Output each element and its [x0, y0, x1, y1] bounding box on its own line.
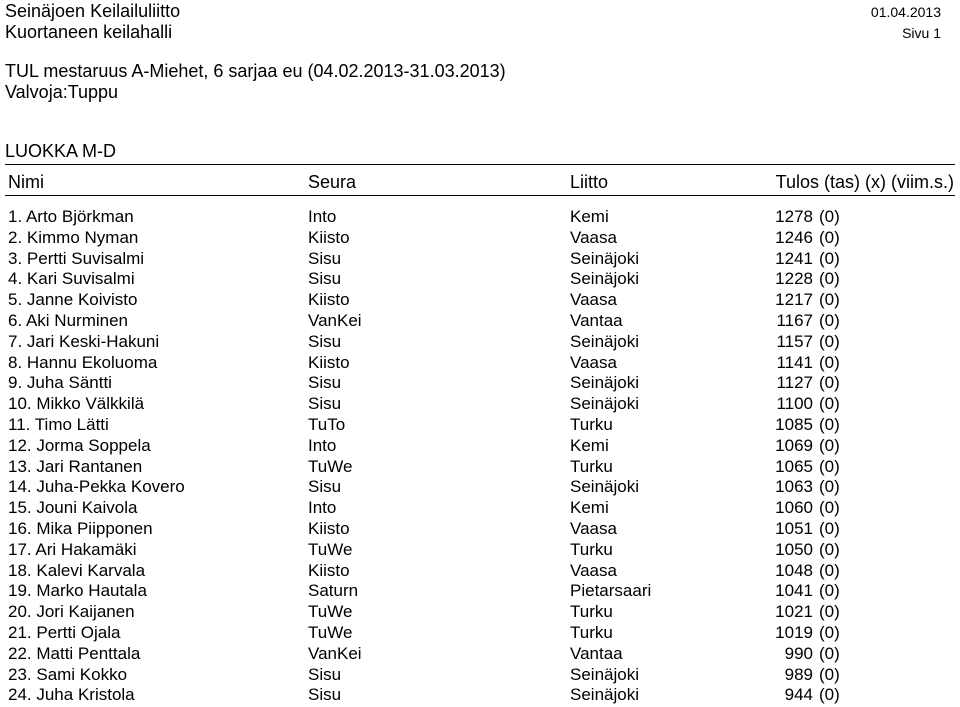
- club-cell: Sisu: [308, 394, 342, 414]
- club-cell: Kiisto: [308, 560, 350, 580]
- table-row: [0, 352, 960, 373]
- extra-count-cell: (0): [819, 685, 840, 705]
- extra-count-cell: (0): [819, 519, 840, 538]
- extra-count-cell: (0): [819, 623, 840, 642]
- league-cell: Pietarsaari: [570, 581, 652, 601]
- player-name-cell: 1. Arto Björkman: [8, 207, 134, 226]
- club-cell: Sisu: [308, 373, 342, 393]
- score-cell: 1050: [775, 539, 813, 559]
- league-cell: Kemi: [570, 498, 609, 518]
- player-name-cell: 17. Ari Hakamäki: [8, 539, 137, 559]
- player-name-cell: 23. Sami Kokko: [8, 664, 128, 684]
- league-cell: Seinäjoki: [570, 269, 639, 289]
- extra-count-cell: (0): [819, 352, 840, 372]
- score-cell: 989: [784, 664, 813, 684]
- extra-count-cell: (0): [819, 331, 840, 351]
- player-name-cell: 13. Jari Rantanen: [8, 456, 143, 476]
- club-cell: VanKei: [308, 643, 362, 663]
- score-cell: 990: [784, 643, 813, 663]
- league-cell: Seinäjoki: [570, 373, 639, 393]
- table-row: [0, 476, 960, 497]
- club-cell: Kiisto: [308, 290, 350, 310]
- extra-count-cell: (0): [819, 581, 840, 601]
- player-name-cell: 11. Timo Lätti: [8, 415, 109, 434]
- league-cell: Kemi: [570, 435, 609, 455]
- league-cell: Seinäjoki: [570, 331, 639, 351]
- extra-count-cell: (0): [819, 435, 840, 455]
- league-cell: Vaasa: [570, 519, 617, 538]
- table-row: [0, 248, 960, 269]
- print-date: 01.04.2013: [870, 4, 941, 20]
- extra-count-cell: (0): [819, 269, 840, 289]
- extra-count-cell: (0): [819, 248, 840, 268]
- league-cell: Seinäjoki: [570, 394, 639, 414]
- table-row: [0, 227, 960, 248]
- player-name-cell: 16. Mika Piipponen: [8, 519, 153, 538]
- table-row: [0, 622, 960, 643]
- score-cell: 1060: [775, 498, 813, 518]
- table-row: [0, 601, 960, 622]
- score-cell: 1041: [775, 581, 813, 601]
- extra-count-cell: (0): [819, 227, 840, 247]
- club-cell: Into: [308, 435, 337, 455]
- score-cell: 1246: [775, 227, 813, 247]
- player-name-cell: 4. Kari Suvisalmi: [8, 269, 135, 289]
- extra-count-cell: (0): [819, 290, 840, 310]
- club-cell: TuTo: [308, 415, 346, 434]
- table-row: [0, 643, 960, 664]
- table-row: [0, 393, 960, 414]
- player-name-cell: 20. Jori Kaijanen: [8, 602, 135, 622]
- table-row: [0, 331, 960, 352]
- column-header-league: Liitto: [570, 172, 609, 192]
- player-name-cell: 6. Aki Nurminen: [8, 311, 128, 330]
- player-name-cell: 10. Mikko Välkkilä: [8, 394, 145, 414]
- table-row: [0, 518, 960, 539]
- club-cell: TuWe: [308, 456, 353, 476]
- column-header-name: Nimi: [8, 172, 44, 192]
- league-cell: Vantaa: [570, 643, 623, 663]
- league-cell: Seinäjoki: [570, 477, 639, 497]
- club-cell: Saturn: [308, 581, 359, 601]
- league-cell: Vaasa: [570, 352, 617, 372]
- player-name-cell: 14. Juha-Pekka Kovero: [8, 477, 185, 497]
- league-cell: Seinäjoki: [570, 248, 639, 268]
- player-name-cell: 3. Pertti Suvisalmi: [8, 248, 145, 268]
- club-cell: Sisu: [308, 331, 342, 351]
- column-header-result: Tulos (tas) (x) (viim.s.): [775, 172, 954, 192]
- extra-count-cell: (0): [819, 477, 840, 497]
- organizer-name: Seinäjoen Keilailuliitto: [5, 1, 181, 21]
- club-cell: Kiisto: [308, 227, 350, 247]
- table-row: [0, 435, 960, 456]
- player-name-cell: 22. Matti Penttala: [8, 643, 141, 663]
- score-cell: 1021: [775, 602, 813, 622]
- score-cell: 1051: [775, 519, 813, 538]
- score-cell: 1241: [775, 248, 813, 268]
- club-cell: Kiisto: [308, 352, 350, 372]
- extra-count-cell: (0): [819, 311, 840, 330]
- extra-count-cell: (0): [819, 664, 840, 684]
- table-row: [0, 560, 960, 581]
- header-divider-bottom: [5, 195, 955, 196]
- score-cell: 1065: [775, 456, 813, 476]
- player-name-cell: 7. Jari Keski-Hakuni: [8, 331, 160, 351]
- extra-count-cell: (0): [819, 498, 840, 518]
- score-cell: 1063: [775, 477, 813, 497]
- extra-count-cell: (0): [819, 456, 840, 476]
- league-cell: Turku: [570, 623, 613, 642]
- score-cell: 1019: [775, 623, 813, 642]
- supervisor-label: Valvoja:Tuppu: [5, 82, 119, 102]
- column-header-club: Seura: [308, 172, 357, 192]
- score-cell: 1228: [775, 269, 813, 289]
- table-row: [0, 268, 960, 289]
- league-cell: Turku: [570, 539, 613, 559]
- extra-count-cell: (0): [819, 560, 840, 580]
- player-name-cell: 19. Marko Hautala: [8, 581, 147, 601]
- score-cell: 1167: [776, 311, 813, 330]
- score-cell: 1217: [775, 290, 813, 310]
- score-cell: 1048: [775, 560, 813, 580]
- club-cell: VanKei: [308, 311, 362, 330]
- player-name-cell: 15. Jouni Kaivola: [8, 498, 138, 518]
- score-cell: 1100: [776, 394, 813, 414]
- score-cell: 1278: [775, 207, 813, 226]
- table-row: [0, 684, 960, 705]
- player-name-cell: 21. Pertti Ojala: [8, 623, 121, 642]
- table-row: [0, 414, 960, 435]
- table-row: [0, 206, 960, 227]
- club-cell: Kiisto: [308, 519, 350, 538]
- player-name-cell: 9. Juha Säntti: [8, 373, 112, 393]
- club-cell: Sisu: [308, 685, 342, 705]
- club-cell: Into: [308, 207, 337, 226]
- extra-count-cell: (0): [819, 539, 840, 559]
- league-cell: Vaasa: [570, 290, 617, 310]
- score-cell: 1127: [776, 373, 813, 393]
- club-cell: Sisu: [308, 477, 342, 497]
- venue-name: Kuortaneen keilahalli: [5, 22, 173, 42]
- league-cell: Vaasa: [570, 560, 617, 580]
- club-cell: TuWe: [308, 539, 353, 559]
- league-cell: Vaasa: [570, 227, 617, 247]
- club-cell: Sisu: [308, 269, 342, 289]
- table-row: [0, 310, 960, 331]
- extra-count-cell: (0): [819, 643, 840, 663]
- table-row: [0, 539, 960, 560]
- score-cell: 1069: [775, 435, 813, 455]
- club-cell: Sisu: [308, 248, 342, 268]
- table-row: [0, 456, 960, 477]
- header-divider-top: [5, 164, 955, 165]
- club-cell: Into: [308, 498, 337, 518]
- page-number: Sivu 1: [902, 25, 941, 41]
- score-cell: 1085: [775, 415, 813, 434]
- score-cell: 1157: [776, 331, 813, 351]
- league-cell: Turku: [570, 456, 613, 476]
- player-name-cell: 2. Kimmo Nyman: [8, 227, 139, 247]
- league-cell: Seinäjoki: [570, 664, 639, 684]
- class-title: LUOKKA M-D: [5, 141, 117, 161]
- extra-count-cell: (0): [819, 602, 840, 622]
- player-name-cell: 12. Jorma Soppela: [8, 435, 151, 455]
- league-cell: Turku: [570, 602, 613, 622]
- table-row: [0, 497, 960, 518]
- club-cell: TuWe: [308, 623, 353, 642]
- extra-count-cell: (0): [819, 415, 840, 434]
- extra-count-cell: (0): [819, 207, 840, 226]
- player-name-cell: 18. Kalevi Karvala: [8, 560, 146, 580]
- table-row: [0, 289, 960, 310]
- extra-count-cell: (0): [819, 373, 840, 393]
- league-cell: Turku: [570, 415, 613, 434]
- league-cell: Vantaa: [570, 311, 623, 330]
- league-cell: Kemi: [570, 207, 609, 226]
- score-cell: 1141: [776, 352, 813, 372]
- table-row: [0, 664, 960, 685]
- competition-title: TUL mestaruus A-Miehet, 6 sarjaa eu (04.02.2013-31.03.2013): [5, 61, 506, 81]
- extra-count-cell: (0): [819, 394, 840, 414]
- player-name-cell: 24. Juha Kristola: [8, 685, 135, 705]
- player-name-cell: 5. Janne Koivisto: [8, 290, 138, 310]
- table-row: [0, 372, 960, 393]
- club-cell: Sisu: [308, 664, 342, 684]
- club-cell: TuWe: [308, 602, 353, 622]
- score-cell: 944: [784, 685, 813, 705]
- player-name-cell: 8. Hannu Ekoluoma: [8, 352, 158, 372]
- table-row: [0, 580, 960, 601]
- league-cell: Seinäjoki: [570, 685, 639, 705]
